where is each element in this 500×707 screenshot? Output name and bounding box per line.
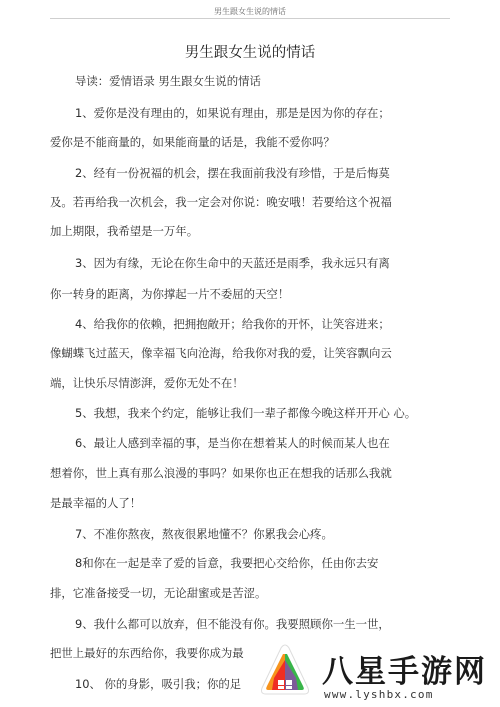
- paragraph-line: 想着你，世上真有那么浪漫的事吗？如果你也正在想我的话那么我就: [50, 466, 392, 480]
- brand-logo-icon: [254, 642, 316, 704]
- paragraph-line: 爱你是不能商量的，如果能商量的话是，我能不爱你吗？: [50, 135, 335, 149]
- intro-line: 导读：爱情语录 男生跟女生说的情话: [75, 74, 261, 88]
- paragraph-line: 你一转身的距离，为你撑起一片不委屈的天空！: [50, 287, 290, 301]
- paragraph-line: 3、因为有缘，无论在你生命中的天蓝还是雨季，我永远只有离: [75, 256, 390, 270]
- paragraph-line: 8和你在一起是幸了爱的旨意，我要把心交给你，任由你去安: [75, 556, 379, 570]
- paragraph-line: 端，让快乐尽情澎湃，爱你无处不在！: [50, 376, 244, 390]
- paragraph-line: 10、 你的身影，吸引我；你的足: [75, 677, 242, 691]
- watermark-brand: 八星手游网: [322, 654, 487, 690]
- paragraph-line: 及。若再给我一次机会，我一定会对你说：晚安哦！若要给这个祝福: [50, 195, 392, 209]
- document-title: 男生跟女生说的情话: [184, 45, 316, 61]
- paragraph-line: 1、爱你是没有理由的，如果说有理由，那是是因为你的存在；: [75, 106, 390, 120]
- watermark-url: www.lyshbx.com: [324, 688, 434, 701]
- paragraph-line: 是最幸福的人了！: [50, 496, 142, 510]
- paragraph-line: 排，它准备接受一切，无论甜蜜或是苦涩。: [50, 586, 267, 600]
- paragraph-line: 像蝴蝶飞过蓝天，像幸福飞向沧海，给我你对我的爱，让笑容飘向云: [50, 346, 392, 360]
- paragraph-line: 9、我什么都可以放弃，但不能没有你。我要照顾你一生一世，: [75, 617, 390, 631]
- paragraph-line: 6、最让人感到幸福的事，是当你在想着某人的时候而某人也在: [75, 436, 390, 450]
- paragraph-line: 5、我想，我来个约定，能够让我们一辈子都像今晚这样开开心 心。: [75, 406, 417, 420]
- paragraph-line: 把世上最好的东西给你，我要你成为最: [50, 646, 244, 660]
- paragraph-line: 4、给我你的依赖，把拥抱敞开；给我你的开怀，让笑容进来；: [75, 317, 390, 331]
- site-watermark: [248, 640, 500, 707]
- paragraph-line: 7、不准你熬夜，熬夜很累地懂不？你累我会心疼。: [75, 527, 333, 541]
- paragraph-line: 2、经有一份祝福的机会，摆在我面前我没有珍惜，于是后悔莫: [75, 166, 390, 180]
- paragraph-line: 加上期限，我希望是一万年。: [50, 224, 199, 238]
- page-header: 男生跟女生说的情话: [214, 7, 286, 16]
- header-rule: [50, 18, 450, 19]
